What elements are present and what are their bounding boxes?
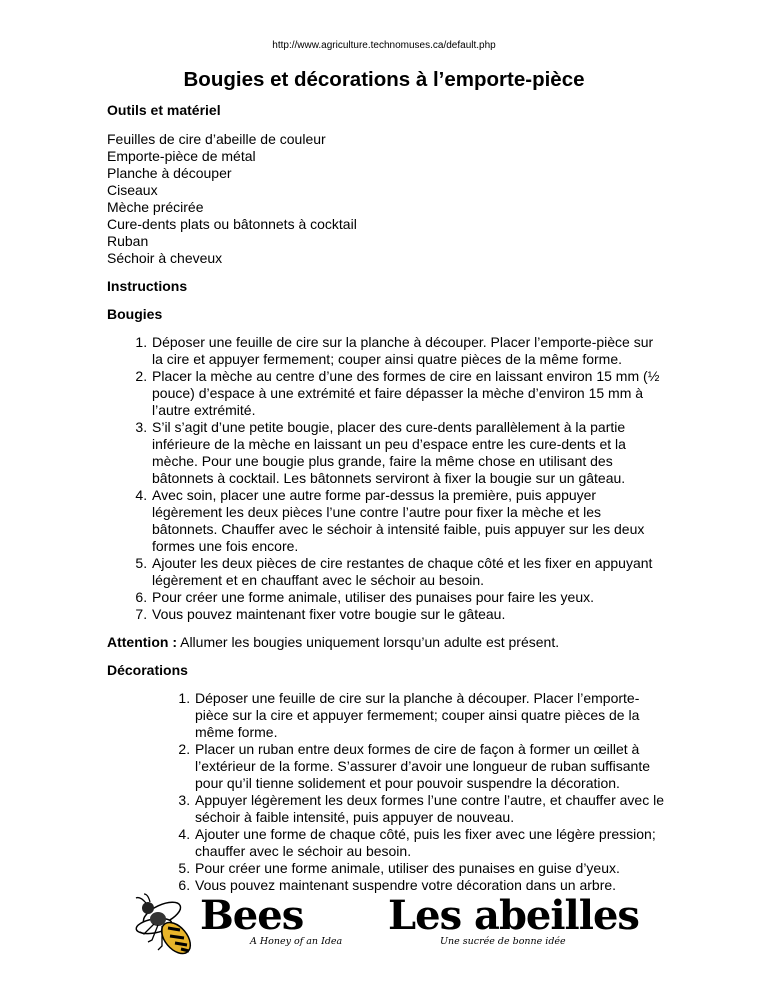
list-item: Planche à découper — [107, 165, 232, 181]
materials-list — [107, 131, 667, 267]
list-item: Cure-dents plats ou bâtonnets à cocktail — [107, 216, 357, 232]
list-item: Emporte-pièce de métal — [107, 148, 256, 164]
logo-les-abeilles: Les abeilles — [388, 892, 639, 939]
list-item: 5. Ajouter les deux pièces de cire restantes de chaque côté et les fixer en appuyant légèrement et en chauffant avec le séchoir au besoin. — [151, 555, 667, 589]
attention-label: Attention : — [107, 634, 177, 650]
list-item: Ciseaux — [107, 182, 158, 198]
tagline-bees: A Honey of an Idea — [250, 936, 343, 947]
list-item: Séchoir à cheveux — [107, 250, 223, 266]
decorations-steps — [107, 690, 664, 894]
logo-bees: Bees — [200, 892, 304, 939]
list-item: 7. Vous pouvez maintenant fixer votre bougie sur le gâteau. — [151, 606, 667, 623]
attention-note — [107, 634, 667, 651]
list-item: Ruban — [107, 233, 149, 249]
list-item: 1. Déposer une feuille de cire sur la planche à découper. Placer l’emporte-pièce sur la cire et appuyer fermement; couper ainsi quatre pièces de la même forme. — [194, 690, 664, 741]
list-item: 2. Placer un ruban entre deux formes de cire de façon à former un œillet à l’extérieur de la forme. S’assurer d’avoir une longueur de ruban suffisante pour qu’il tienne solidement et pour pouvoir suspendre la décoration. — [194, 741, 664, 792]
list-item: 5. Pour créer une forme animale, utiliser des punaises en guise d’yeux. — [194, 860, 664, 877]
list-item: 2. Placer la mèche au centre d’une des formes de cire en laissant environ 15 mm (½ pouce) d’espace à une extrémité et faire dépasser la mèche d’environ 15 mm à l’autre extrémité. — [151, 368, 667, 419]
list-item: 6. Vous pouvez maintenant suspendre votre décoration dans un arbre. — [194, 877, 664, 894]
list-item: Mèche précirée — [107, 199, 204, 215]
materials-heading: Outils et matériel — [107, 102, 221, 118]
attention-text: Allumer les bougies uniquement lorsqu’un adulte est présent. — [176, 634, 560, 650]
list-item: 3. S’il s’agit d’une petite bougie, placer des cure-dents parallèlement à la partie inférieure de la mèche en laissant un peu d’espace entre les cure-dents et la mèche. Pour une bougie plus grande, faire la même chose en utilisant des bâtonnets à cocktail. Les bâtonnets serviront à fixer la bougie sur un gâteau. — [151, 419, 667, 487]
decorations-heading: Décorations — [107, 662, 188, 678]
page-title: Bougies et décorations à l’emporte-pièce — [183, 68, 585, 91]
document-body — [107, 102, 667, 894]
tagline-les-abeilles: Une sucrée de bonne idée — [440, 936, 566, 947]
list-item: 3. Appuyer légèrement les deux formes l’une contre l’autre, et chauffer avec le séchoir à faible intensité, puis appuyer de nouveau. — [194, 792, 664, 826]
list-item: 6. Pour créer une forme animale, utiliser des punaises pour faire les yeux. — [151, 589, 667, 606]
instructions-heading: Instructions — [107, 278, 188, 294]
list-item: 1. Déposer une feuille de cire sur la planche à découper. Placer l’emporte-pièce sur la cire et appuyer fermement; couper ainsi quatre pièces de la même forme. — [151, 334, 667, 368]
list-item: 4. Ajouter une forme de chaque côté, puis les fixer avec une légère pression; chauffer avec le séchoir au besoin. — [194, 826, 664, 860]
candles-steps — [107, 334, 667, 623]
header-url: http://www.agriculture.technomuses.ca/default.php — [272, 40, 496, 51]
list-item: 4. Avec soin, placer une autre forme par-dessus la première, puis appuyer légèrement les deux pièces l’une contre l’autre pour fixer la mèche et les bâtonnets. Chauffer avec le séchoir à intensité faible, puis appuyer sur les deux formes une fois encore. — [151, 487, 667, 555]
footer-logos — [0, 892, 768, 962]
candles-heading: Bougies — [107, 306, 163, 322]
list-item: Feuilles de cire d’abeille de couleur — [107, 131, 326, 147]
